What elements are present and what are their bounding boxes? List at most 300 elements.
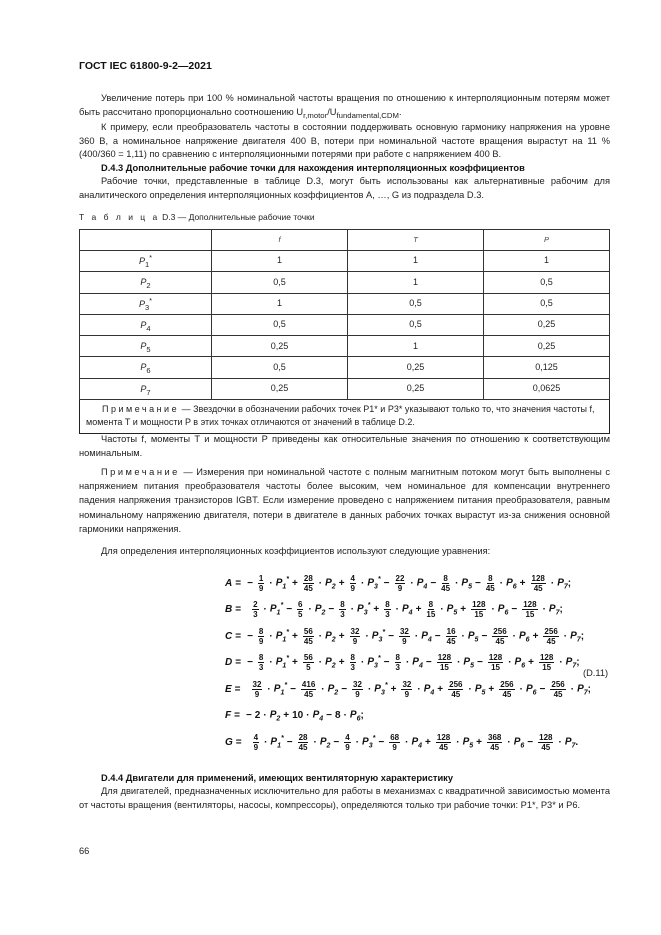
t-cell: 0,5: [348, 314, 484, 335]
equation-end: ;: [587, 683, 591, 695]
fraction: [303, 653, 314, 672]
sign: +: [488, 683, 495, 695]
variable-index: 4: [430, 689, 435, 697]
point-cell: [80, 272, 212, 293]
p-cell: 1: [484, 251, 610, 272]
variable-index: 5: [469, 742, 474, 750]
numerator: 32: [402, 679, 412, 689]
point-cell: [80, 357, 212, 378]
t-cell: 0,25: [348, 378, 484, 399]
numerator: 128: [539, 732, 553, 742]
fraction: [303, 627, 314, 646]
denominator: 15: [426, 610, 436, 620]
fraction: [487, 733, 502, 752]
variable-star: *: [281, 734, 284, 742]
p-cell: 0,125: [484, 357, 610, 378]
variable-index: 4: [319, 715, 324, 723]
denominator: 45: [502, 689, 512, 699]
fraction: [471, 600, 486, 619]
text: .: [398, 106, 402, 117]
denominator: 9: [392, 742, 397, 752]
fraction: [543, 627, 558, 646]
denominator: 45: [451, 689, 461, 699]
power-variable: $P_1^*$: [275, 628, 290, 644]
sign: +: [528, 657, 534, 668]
numerator: 32: [252, 679, 262, 689]
variable-index: 3: [363, 609, 368, 617]
sign: −: [383, 577, 390, 589]
denominator: 3: [385, 610, 390, 620]
sign: −: [326, 710, 333, 721]
sign: +: [373, 604, 380, 615]
variable-index: 2: [331, 662, 336, 670]
equation-lhs: E: [225, 683, 232, 695]
denominator: 9: [258, 636, 264, 646]
equals-sign: =: [234, 683, 241, 695]
fraction: [303, 574, 314, 593]
power-variable: $P_4$: [421, 630, 432, 644]
denominator: 45: [541, 742, 551, 752]
point-cell: [80, 336, 212, 357]
numerator: 256: [551, 679, 565, 689]
equals-sign: =: [235, 577, 242, 589]
sign: −: [286, 736, 293, 748]
numerator: 256: [500, 679, 514, 689]
power-variable: $P_6$: [349, 709, 361, 723]
fraction: [488, 653, 503, 672]
power-variable: $P_2$: [325, 577, 336, 591]
variable-index: 6: [525, 636, 530, 644]
power-variable: $P_5$: [446, 603, 458, 617]
numerator: 1: [258, 573, 264, 583]
denominator: 45: [553, 689, 563, 699]
denominator: 9: [355, 689, 360, 699]
p-cell: 0,25: [484, 314, 610, 335]
power-variable: $P_1^*$: [275, 655, 290, 670]
power-variable: $P_5$: [467, 630, 479, 644]
denominator: 3: [395, 663, 400, 673]
variable-index: 2: [331, 636, 336, 644]
equals-sign: =: [235, 736, 242, 748]
numerator: 128: [539, 653, 554, 663]
equation-end: ;: [559, 604, 563, 615]
table-row: [80, 272, 610, 293]
numerator: 8: [395, 653, 400, 663]
power-variable: $P_6$: [497, 603, 509, 617]
coefficient: 10: [292, 710, 304, 721]
sign: +: [338, 577, 345, 589]
sign: +: [283, 710, 290, 721]
variable-index: 1: [282, 583, 287, 591]
fraction: [352, 680, 363, 699]
numerator: 56: [303, 653, 313, 663]
paragraph-equations-intro: Для определения интерполяционных коэффициентов используют следующие уравнения:: [101, 546, 491, 556]
power-variable: $P_7$: [577, 683, 588, 697]
sign: −: [333, 736, 340, 748]
sign: −: [247, 657, 253, 668]
t-cell: 1: [348, 251, 484, 272]
point-symbol: P: [140, 383, 147, 394]
variable-index: 7: [583, 689, 588, 697]
t-cell: 0,5: [348, 293, 484, 314]
power-variable: $P_4$: [416, 577, 428, 591]
fraction: [301, 680, 316, 699]
denominator: 45: [441, 583, 451, 593]
fraction: [252, 680, 263, 699]
denominator: 45: [439, 742, 448, 752]
subscript: fundamental,CDM: [336, 110, 399, 120]
f-cell: 0,25: [212, 378, 348, 399]
denominator: 45: [490, 742, 500, 752]
variable-index: 1: [280, 689, 285, 697]
equation-end: ;: [576, 657, 580, 668]
power-variable: $P_5$: [474, 683, 486, 697]
power-variable: $P_4$: [423, 683, 435, 697]
fraction: [350, 627, 361, 646]
denominator: 45: [485, 583, 495, 593]
t-cell: 0,25: [348, 357, 484, 378]
table-row: [80, 314, 610, 335]
equals-sign: =: [235, 604, 242, 615]
variable-index: 6: [532, 689, 537, 697]
denominator: 9: [254, 689, 260, 699]
table-note: [80, 400, 610, 434]
variable-index: 6: [512, 583, 517, 591]
denominator: 9: [253, 742, 259, 752]
equation-end: ;: [567, 577, 572, 589]
fraction: [258, 574, 264, 593]
sign: +: [476, 736, 482, 748]
variable-star: *: [384, 681, 388, 689]
f-cell: 1: [212, 251, 348, 272]
denominator: 9: [397, 583, 403, 593]
numerator: 256: [544, 626, 558, 636]
denominator: 45: [446, 636, 456, 646]
f-cell: 0,25: [212, 336, 348, 357]
numerator: 8: [385, 600, 390, 610]
equation: D = − $\frac{8}{3}$ · $P_1^*$ + $\frac{56}{5}$ · $P_2$ + $\frac{8}{3}$ · $P_3^*$ − $\frac{8}{3}$ · $P_4$ − $\frac{128}{15}$ · $P_5$ − $\frac{128}{15}$ · $P_6$ + $\frac{128}{15}$ · $P_7$ ;: [225, 653, 580, 673]
p-cell: 0,25: [484, 336, 610, 357]
variable-index: 1: [276, 609, 281, 617]
f-cell: 0,5: [212, 272, 348, 293]
power-variable: $P_4$: [411, 736, 423, 750]
fraction: [538, 733, 553, 752]
variable-index: 4: [418, 742, 423, 750]
numerator: 28: [298, 732, 308, 742]
point-index: 5: [146, 344, 151, 354]
power-variable: $P_3^*$: [371, 628, 386, 644]
sign: −: [477, 657, 483, 668]
power-variable: $P_4$: [412, 656, 423, 670]
variable-index: 4: [427, 636, 432, 644]
equation-lhs: C: [225, 630, 233, 642]
fraction: [441, 574, 450, 593]
variable-index: 5: [481, 689, 486, 697]
numerator: 128: [488, 653, 503, 663]
variable-index: 6: [520, 742, 525, 750]
variable-index: 7: [572, 662, 577, 670]
variable-index: 5: [474, 636, 479, 644]
denominator: 3: [340, 610, 345, 620]
point-symbol: P: [140, 277, 147, 288]
equation: A = − $\frac{1}{9}$ · $P_1^*$ + $\frac{28}{45}$ · $P_2$ + $\frac{4}{9}$ · $P_3^*$ − $\frac{22}{9}$ · $P_4$ − $\frac{8}{45}$ · $P_5$ − $\frac{8}{45}$ · $P_6$ + $\frac{128}{45}$ · $P_7$ ;: [225, 573, 572, 593]
denominator: 9: [350, 583, 355, 593]
sign: −: [434, 630, 441, 642]
fraction: [253, 733, 259, 752]
power-variable: $P_5$: [461, 577, 472, 591]
variable-star: *: [286, 628, 290, 636]
equation: C = − $\frac{8}{9}$ · $P_1^*$ + $\frac{56}{45}$ · $P_2$ + $\frac{32}{9}$ · $P_3^*$ − $\frac{32}{9}$ · $P_4$ − $\frac{16}{45}$ · $P_5$ − $\frac{256}{45}$ · $P_6$ + $\frac{256}{45}$ · $P_7$ ;: [225, 626, 585, 646]
variable-index: 6: [356, 715, 361, 723]
numerator: 256: [449, 679, 463, 689]
sign: +: [519, 577, 526, 589]
denominator: 45: [533, 583, 543, 593]
denominator: 5: [298, 610, 303, 620]
point-index: 2: [146, 281, 151, 291]
header-cell: P: [484, 230, 610, 251]
table-caption: [79, 211, 315, 225]
fraction: [252, 600, 258, 619]
sign: −: [286, 604, 293, 615]
denominator: 45: [303, 636, 313, 646]
denominator: 9: [352, 636, 358, 646]
sign: −: [290, 683, 296, 695]
fraction: [258, 627, 264, 646]
fraction: [426, 600, 435, 619]
paragraph-loss-increase: [79, 92, 610, 122]
point-symbol: P: [140, 362, 147, 373]
point-cell: [80, 314, 212, 335]
power-variable: $P_2$: [325, 630, 336, 644]
denominator: 3: [253, 610, 258, 620]
point-symbol: P: [140, 319, 147, 330]
power-variable: $P_4$: [402, 603, 413, 617]
numerator: 56: [303, 626, 313, 636]
denominator: 45: [303, 583, 313, 593]
power-variable: $P_1^*$: [269, 602, 284, 617]
numerator: 8: [258, 653, 264, 663]
variable-star: *: [284, 681, 288, 689]
note-label: Примечание: [102, 404, 180, 415]
coefficient: 2: [254, 710, 261, 721]
sign: −: [481, 630, 488, 642]
f-cell: 0,5: [212, 314, 348, 335]
power-variable: $P_6$: [513, 736, 525, 750]
numerator: 128: [531, 573, 545, 583]
power-variable: $P_6$: [506, 577, 517, 591]
numerator: 8: [443, 573, 448, 583]
sign: −: [245, 710, 252, 721]
power-variable: $P_7$: [565, 656, 577, 670]
equation-lhs: G: [225, 736, 233, 748]
sign: −: [378, 736, 385, 748]
variable-index: 2: [334, 689, 339, 697]
power-variable: $P_3^*$: [367, 575, 381, 591]
sign: −: [475, 577, 481, 589]
sign: −: [511, 604, 518, 615]
equation-lhs: B: [225, 604, 233, 615]
variable-index: 7: [571, 742, 576, 750]
variable-star: *: [367, 602, 371, 610]
fraction: [486, 574, 495, 593]
sign: −: [539, 683, 546, 695]
denominator: 9: [345, 742, 350, 752]
point-cell: [80, 293, 212, 314]
fraction: [437, 653, 452, 672]
numerator: 4: [253, 732, 259, 742]
denominator: 15: [439, 663, 449, 673]
numerator: 2: [253, 600, 258, 610]
fraction: [395, 574, 406, 593]
power-variable: $P_3^*$: [367, 655, 381, 670]
fraction: [339, 600, 345, 619]
numerator: 16: [446, 626, 456, 636]
sign: −: [388, 630, 394, 642]
power-variable: $P_3^*$: [357, 602, 371, 617]
variable-star: *: [280, 602, 284, 610]
numerator: 22: [395, 573, 405, 583]
power-variable: $P_7$: [564, 736, 576, 750]
fraction: [531, 574, 546, 593]
note-measurements: [79, 465, 610, 536]
numerator: 8: [258, 626, 264, 636]
variable-star: *: [377, 575, 381, 583]
variable-star: *: [382, 628, 386, 636]
subscript: r,motor: [303, 110, 328, 120]
section-heading-d43: D.4.3 Дополнительные рабочие точки для нахождения интерполяционных коэффициентов: [101, 163, 525, 173]
text: /U: [327, 106, 337, 117]
numerator: 416: [301, 679, 316, 689]
denominator: 15: [474, 610, 484, 620]
sign: +: [292, 630, 298, 642]
equation-number: (D.11): [583, 668, 609, 678]
fraction: [350, 653, 356, 672]
equation: B = $\frac{2}{3}$ · $P_1^*$ − $\frac{6}{5}$ · $P_2$ − $\frac{8}{3}$ · $P_3^*$ + $\frac{8}{3}$ · $P_4$ + $\frac{8}{15}$ · $P_5$ + $\frac{128}{15}$ · $P_6$ − $\frac{128}{15}$ · $P_7$ ;: [225, 600, 563, 620]
variable-index: 5: [468, 583, 472, 591]
point-symbol: P: [140, 341, 147, 352]
variable-index: 4: [418, 662, 423, 670]
f-cell: 0,5: [212, 357, 348, 378]
table-row: [80, 251, 610, 272]
table-header-row: [80, 230, 610, 251]
variable-index: 5: [453, 609, 458, 617]
sign: +: [292, 657, 298, 668]
numerator: 128: [437, 653, 452, 663]
table-row: [80, 293, 610, 314]
fraction: [446, 627, 457, 646]
power-variable: $P_5$: [463, 656, 474, 670]
point-star: *: [149, 253, 153, 262]
point-symbol: P: [138, 256, 145, 266]
power-variable: $P_4$: [312, 709, 324, 723]
power-variable: $P_2$: [325, 656, 336, 670]
fraction: [492, 627, 507, 646]
variable-index: 3: [368, 742, 373, 750]
variable-index: 3: [380, 689, 385, 697]
variable-index: 7: [555, 609, 560, 617]
point-symbol: P: [138, 298, 145, 309]
power-variable: $P_6$: [525, 683, 537, 697]
variable-index: 2: [321, 609, 326, 617]
point-cell: [80, 378, 212, 399]
variable-index: 6: [504, 609, 509, 617]
variable-index: 2: [331, 583, 336, 591]
sign: +: [437, 683, 444, 695]
denominator: 9: [404, 689, 410, 699]
equals-sign: =: [235, 657, 242, 668]
variable-index: 6: [521, 662, 526, 670]
fraction: [448, 680, 463, 699]
fraction: [298, 733, 309, 752]
numerator: 128: [436, 732, 451, 742]
numerator: 32: [353, 679, 362, 689]
denominator: 45: [304, 689, 314, 699]
variable-index: 7: [576, 636, 581, 644]
variable-index: 1: [282, 636, 287, 644]
caption-text: D.3 — Дополнительные рабочие точки: [162, 212, 315, 222]
variable-index: 1: [282, 662, 287, 670]
table-row: [80, 378, 610, 399]
sign: +: [532, 630, 539, 642]
power-variable: $P_2$: [327, 683, 339, 697]
fraction: [350, 574, 356, 593]
header-cell: f: [212, 230, 348, 251]
denominator: 9: [402, 636, 407, 646]
denominator: 9: [258, 583, 264, 593]
numerator: 128: [472, 600, 486, 610]
fraction: [401, 680, 412, 699]
numerator: 6: [298, 600, 303, 610]
fraction: [297, 600, 303, 619]
document-header: ГОСТ IEC 61800-9-2—2021: [79, 60, 212, 72]
power-variable: $P_1^*$: [270, 734, 284, 750]
section-heading-d44: D.4.4 Двигатели для применений, имеющих вентиляторную характеристику: [101, 773, 454, 783]
equation: E = $\frac{32}{9}$ · $P_1^*$ − $\frac{416}{45}$ · $P_2$ − $\frac{32}{9}$ · $P_3^*$ + $\frac{32}{9}$ · $P_4$ + $\frac{256}{45}$ · $P_5$ + $\frac{256}{45}$ · $P_6$ − $\frac{256}{45}$ · $P_7$ ;: [225, 679, 591, 699]
fraction: [550, 680, 565, 699]
coefficient: 8: [335, 710, 341, 721]
fraction: [395, 653, 401, 672]
point-index: 6: [146, 366, 151, 376]
equals-sign: =: [235, 630, 242, 642]
numerator: 128: [523, 600, 537, 610]
equation-lhs: A: [225, 577, 233, 589]
sign: +: [292, 577, 298, 589]
fraction: [499, 680, 514, 699]
t-cell: 1: [348, 336, 484, 357]
numerator: 32: [399, 626, 409, 636]
power-variable: $P_3^*$: [362, 734, 376, 750]
point-index: 4: [146, 323, 151, 333]
fraction: [539, 653, 554, 672]
fraction: [389, 733, 400, 752]
point-cell: [80, 251, 212, 272]
numerator: 4: [345, 732, 350, 742]
page-number: 66: [79, 846, 90, 856]
variable-index: 3: [374, 583, 378, 591]
variable-star: *: [377, 655, 381, 663]
point-star: *: [149, 295, 153, 305]
numerator: 4: [350, 573, 355, 583]
numerator: 256: [493, 626, 507, 636]
denominator: 15: [491, 663, 500, 673]
numerator: 8: [488, 573, 493, 583]
variable-index: 2: [326, 742, 331, 750]
variable-index: 3: [378, 636, 383, 644]
power-variable: $P_7$: [557, 577, 568, 591]
sign: +: [390, 683, 397, 695]
fraction: [522, 600, 537, 619]
denominator: 3: [258, 663, 264, 673]
